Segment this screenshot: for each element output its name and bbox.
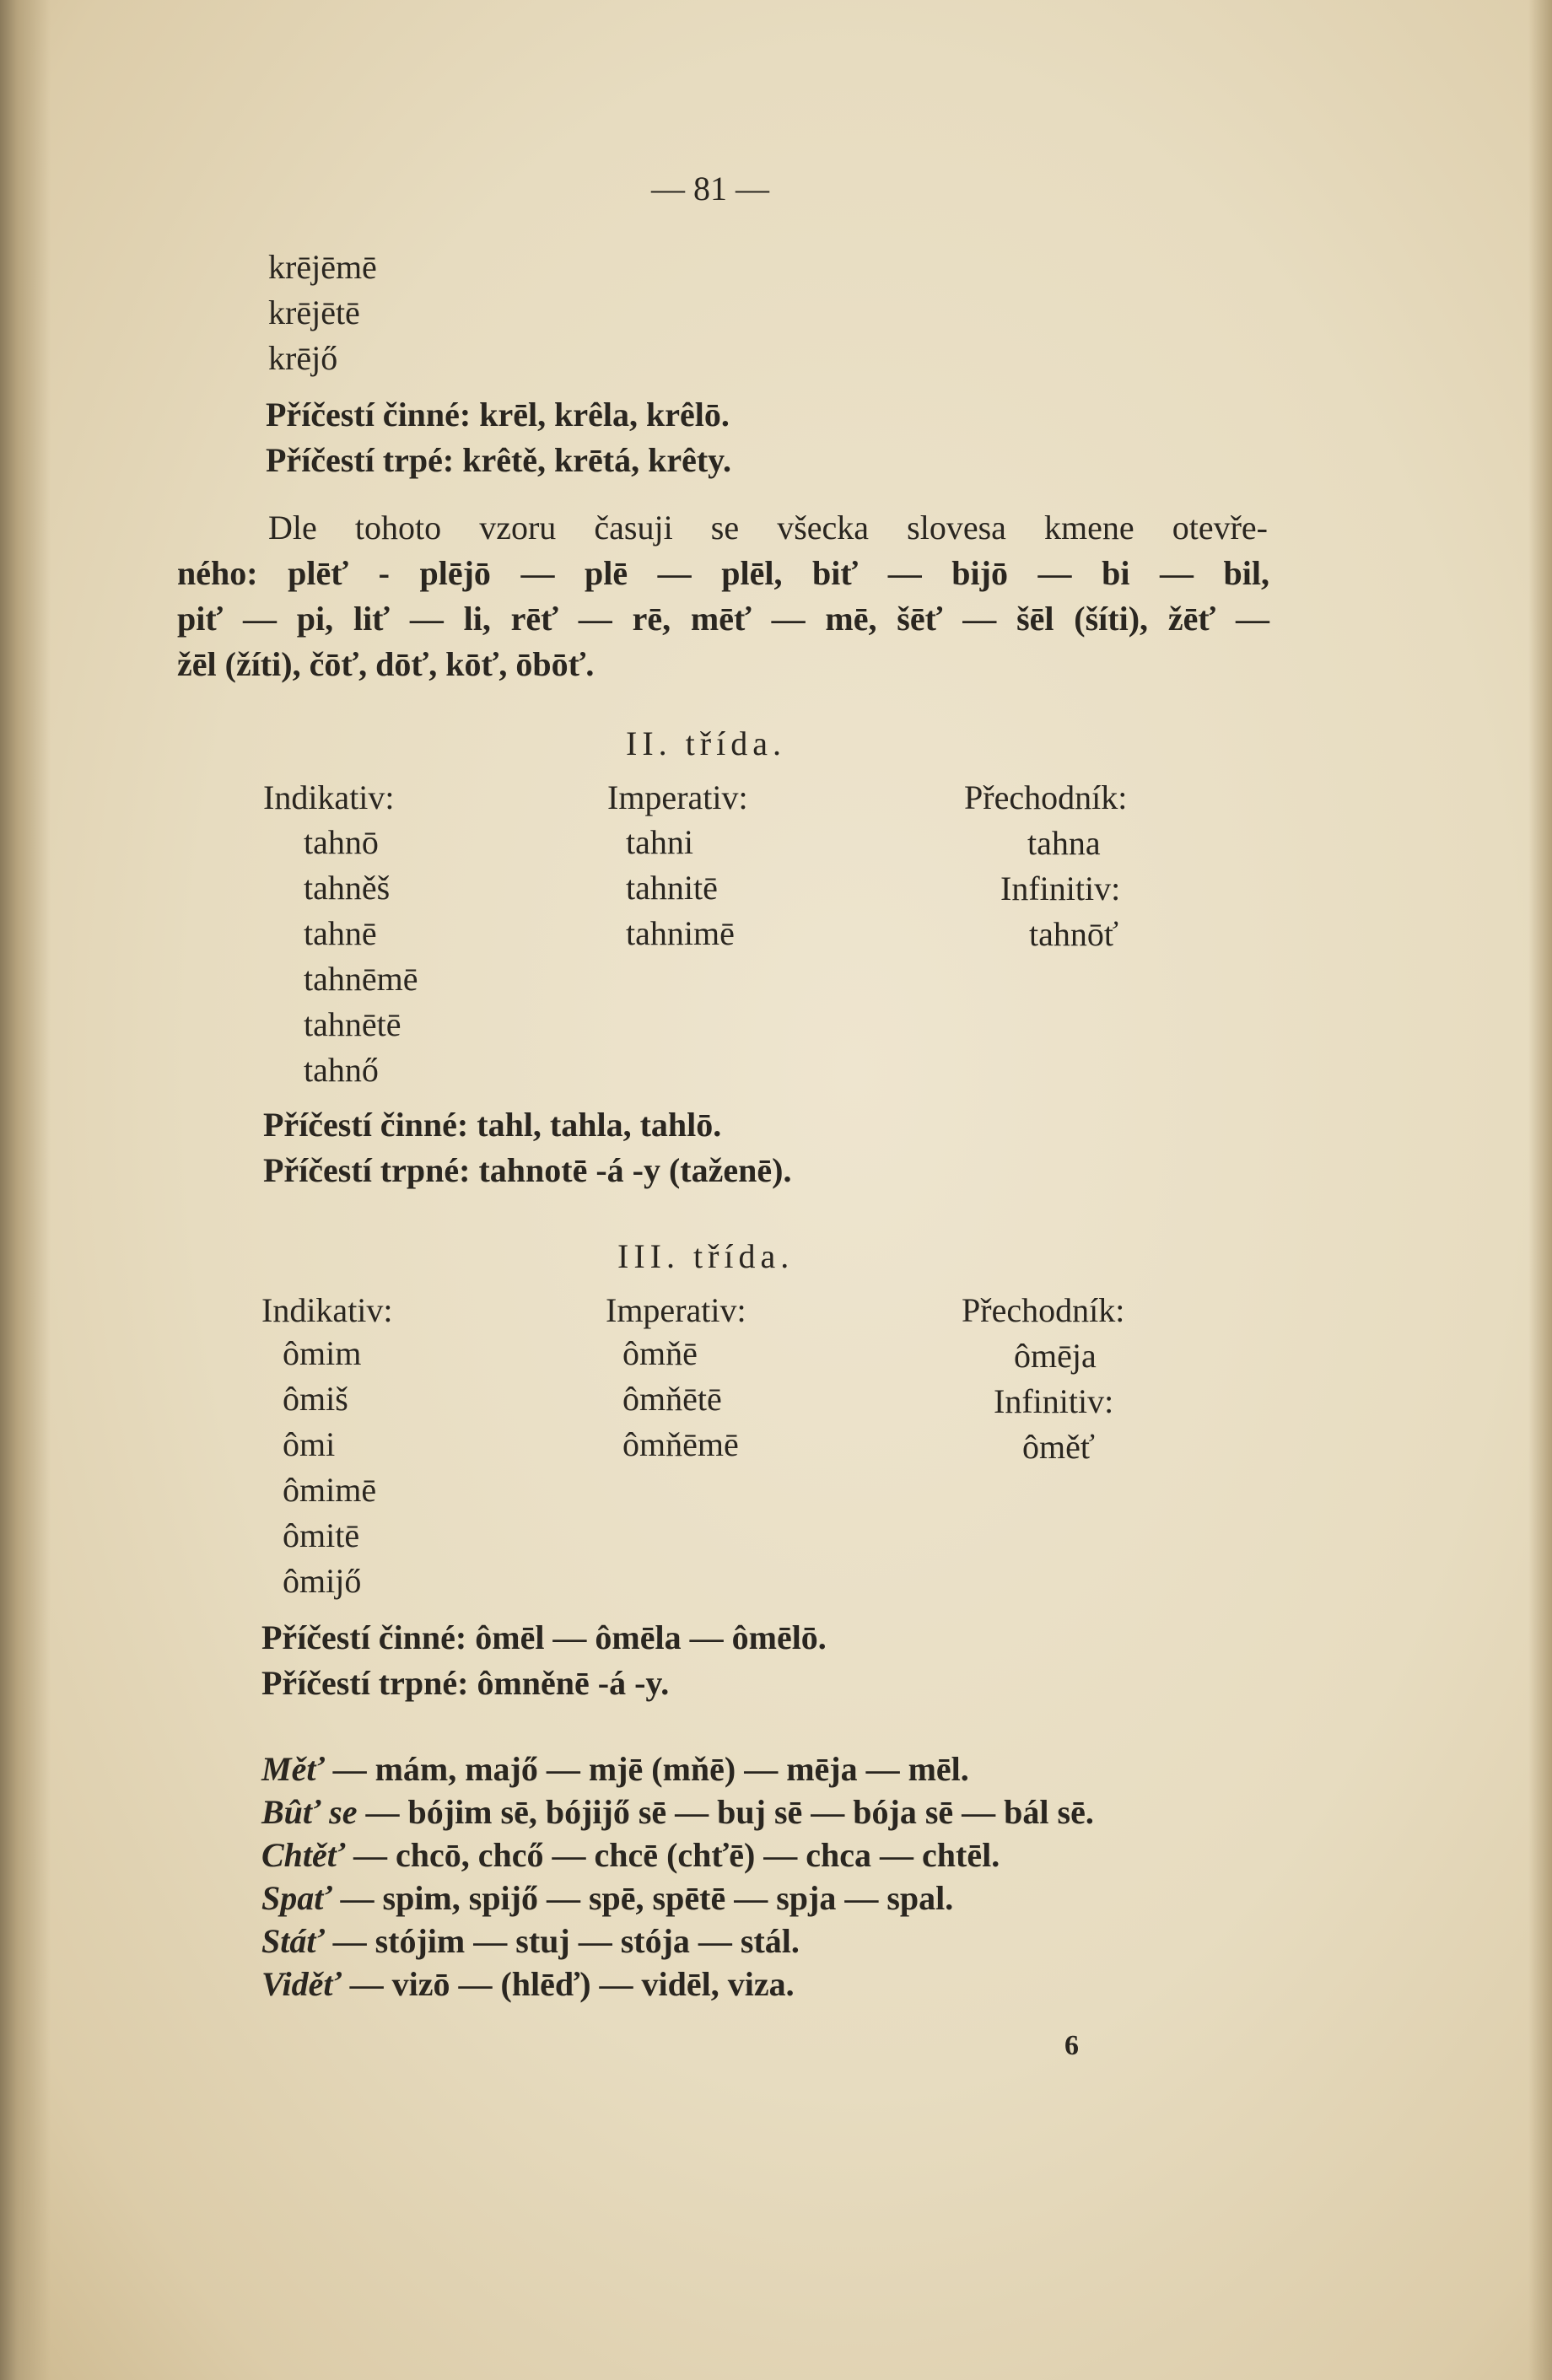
paragraph-line: žēl (žíti), čōť, dōť, kōť, ōbōť. — [177, 645, 595, 683]
class-II-indikativ-forms — [304, 820, 418, 1093]
form-line: krējētē — [268, 293, 360, 331]
form-line: ômňē — [622, 1334, 698, 1372]
irregular-verb-forms: — stójim — stuj — stója — stál. — [332, 1922, 800, 1960]
class-II-indikativ-label: Indikativ: — [263, 778, 395, 816]
irregular-verb-name: Spať — [261, 1879, 332, 1917]
form-line: krējēmē — [268, 248, 377, 286]
form-line: tahnēmē — [304, 960, 418, 998]
page-number: — 81 — — [651, 170, 769, 207]
class-II-infinitiv-form: tahnōť — [1029, 915, 1118, 953]
class-III-indikativ-label: Indikativ: — [261, 1291, 393, 1329]
class-II-participle-passive: Příčestí trpné: tahnotē -á -y (taženē). — [263, 1151, 792, 1189]
binding-shadow — [0, 0, 51, 2380]
paragraph-line: ného: plēť - plējō — plē — plēl, biť — bijō — bi — bil, — [177, 554, 1269, 592]
class-III-participle-active: Příčestí činné: ômēl — ômēla — ômēlō. — [261, 1618, 827, 1656]
class-I-participle-active: Příčestí činné: krēl, krêla, krêlō. — [266, 396, 730, 433]
class-III-prechodnik-label: Přechodník: — [962, 1291, 1125, 1329]
form-line: tahnētē — [304, 1005, 401, 1043]
form-line: ômňēmē — [622, 1425, 739, 1463]
irregular-verb-name: Viděť — [261, 1965, 342, 2003]
class-I-forms — [268, 245, 377, 381]
form-line: ômim — [283, 1334, 362, 1372]
form-line: ômiš — [283, 1380, 348, 1418]
irregular-verb-name: Stáť — [261, 1922, 325, 1960]
irregular-verb-forms: — bójim sē, bójijő sē — buj sē — bója sē — bál sē. — [365, 1793, 1094, 1831]
class-III-indikativ-forms — [283, 1331, 376, 1604]
irregular-verb-line — [261, 1878, 953, 1919]
page-edge-shadow — [1528, 0, 1552, 2380]
class-II-prechodnik-form: tahna — [1027, 824, 1101, 862]
paragraph-line: piť — pi, liť — li, rēť — rē, mēť — mē, šēť — šēl (šíti), žēť — — [177, 600, 1269, 638]
paragraph-line: Dle tohoto vzoru časuji se všecka slovesa kmene otevře- — [268, 509, 1268, 547]
class-III-participle-passive: Příčestí trpné: ômněnē -á -y. — [261, 1664, 670, 1702]
class-II-infinitiv-label: Infinitiv: — [1000, 870, 1121, 907]
class-II-heading: II. třída. — [626, 724, 786, 762]
class-II-imperativ-label: Imperativ: — [607, 778, 748, 816]
class-III-prechodnik-form: ômēja — [1014, 1337, 1097, 1375]
irregular-verb-forms: — chcō, chcő — chcē (chťē) — chca — chtēl. — [353, 1836, 1000, 1874]
signature-mark: 6 — [1064, 2030, 1079, 2061]
irregular-verb-line — [261, 1749, 969, 1790]
form-line: tahni — [626, 823, 693, 861]
form-line: tahnő — [304, 1051, 379, 1089]
form-line: ômitē — [283, 1516, 360, 1554]
form-line: ômimē — [283, 1471, 377, 1509]
form-line: tahněš — [304, 869, 391, 907]
class-II-imperativ-forms — [626, 820, 735, 956]
irregular-verb-name: Měť — [261, 1750, 325, 1788]
class-III-infinitiv-label: Infinitiv: — [994, 1382, 1114, 1420]
irregular-verb-line — [261, 1835, 1000, 1876]
irregular-verb-line — [261, 1964, 795, 2005]
class-III-imperativ-forms — [622, 1331, 739, 1467]
irregular-verb-forms: — spim, spijő — spē, spētē — spja — spal. — [340, 1879, 954, 1917]
form-line: krējő — [268, 339, 338, 377]
class-I-participle-passive: Příčestí trpé: krêtě, krētá, krêty. — [266, 441, 731, 479]
form-line: tahnimē — [626, 914, 735, 952]
form-line: ômňētē — [622, 1380, 722, 1418]
form-line: tahnitē — [626, 869, 718, 907]
class-III-imperativ-label: Imperativ: — [606, 1291, 746, 1329]
irregular-verb-line — [261, 1921, 800, 1962]
irregular-verb-name: Bûť se — [261, 1793, 358, 1831]
class-III-heading: III. třída. — [617, 1237, 795, 1275]
irregular-verb-forms: — mám, majő — mjē (mňē) — mēja — mēl. — [332, 1750, 969, 1788]
form-line: tahnō — [304, 823, 379, 861]
irregular-verb-name: Chtěť — [261, 1836, 346, 1874]
form-line: tahnē — [304, 914, 377, 952]
form-line: ômijő — [283, 1562, 362, 1600]
class-II-prechodnik-label: Přechodník: — [964, 778, 1128, 816]
form-line: ômi — [283, 1425, 336, 1463]
irregular-verb-forms: — vizō — (hlēď) — vidēl, viza. — [349, 1965, 795, 2003]
irregular-verb-line — [261, 1792, 1094, 1833]
class-II-participle-active: Příčestí činné: tahl, tahla, tahlō. — [263, 1106, 722, 1144]
class-III-infinitiv-form: ôměť — [1022, 1428, 1095, 1466]
